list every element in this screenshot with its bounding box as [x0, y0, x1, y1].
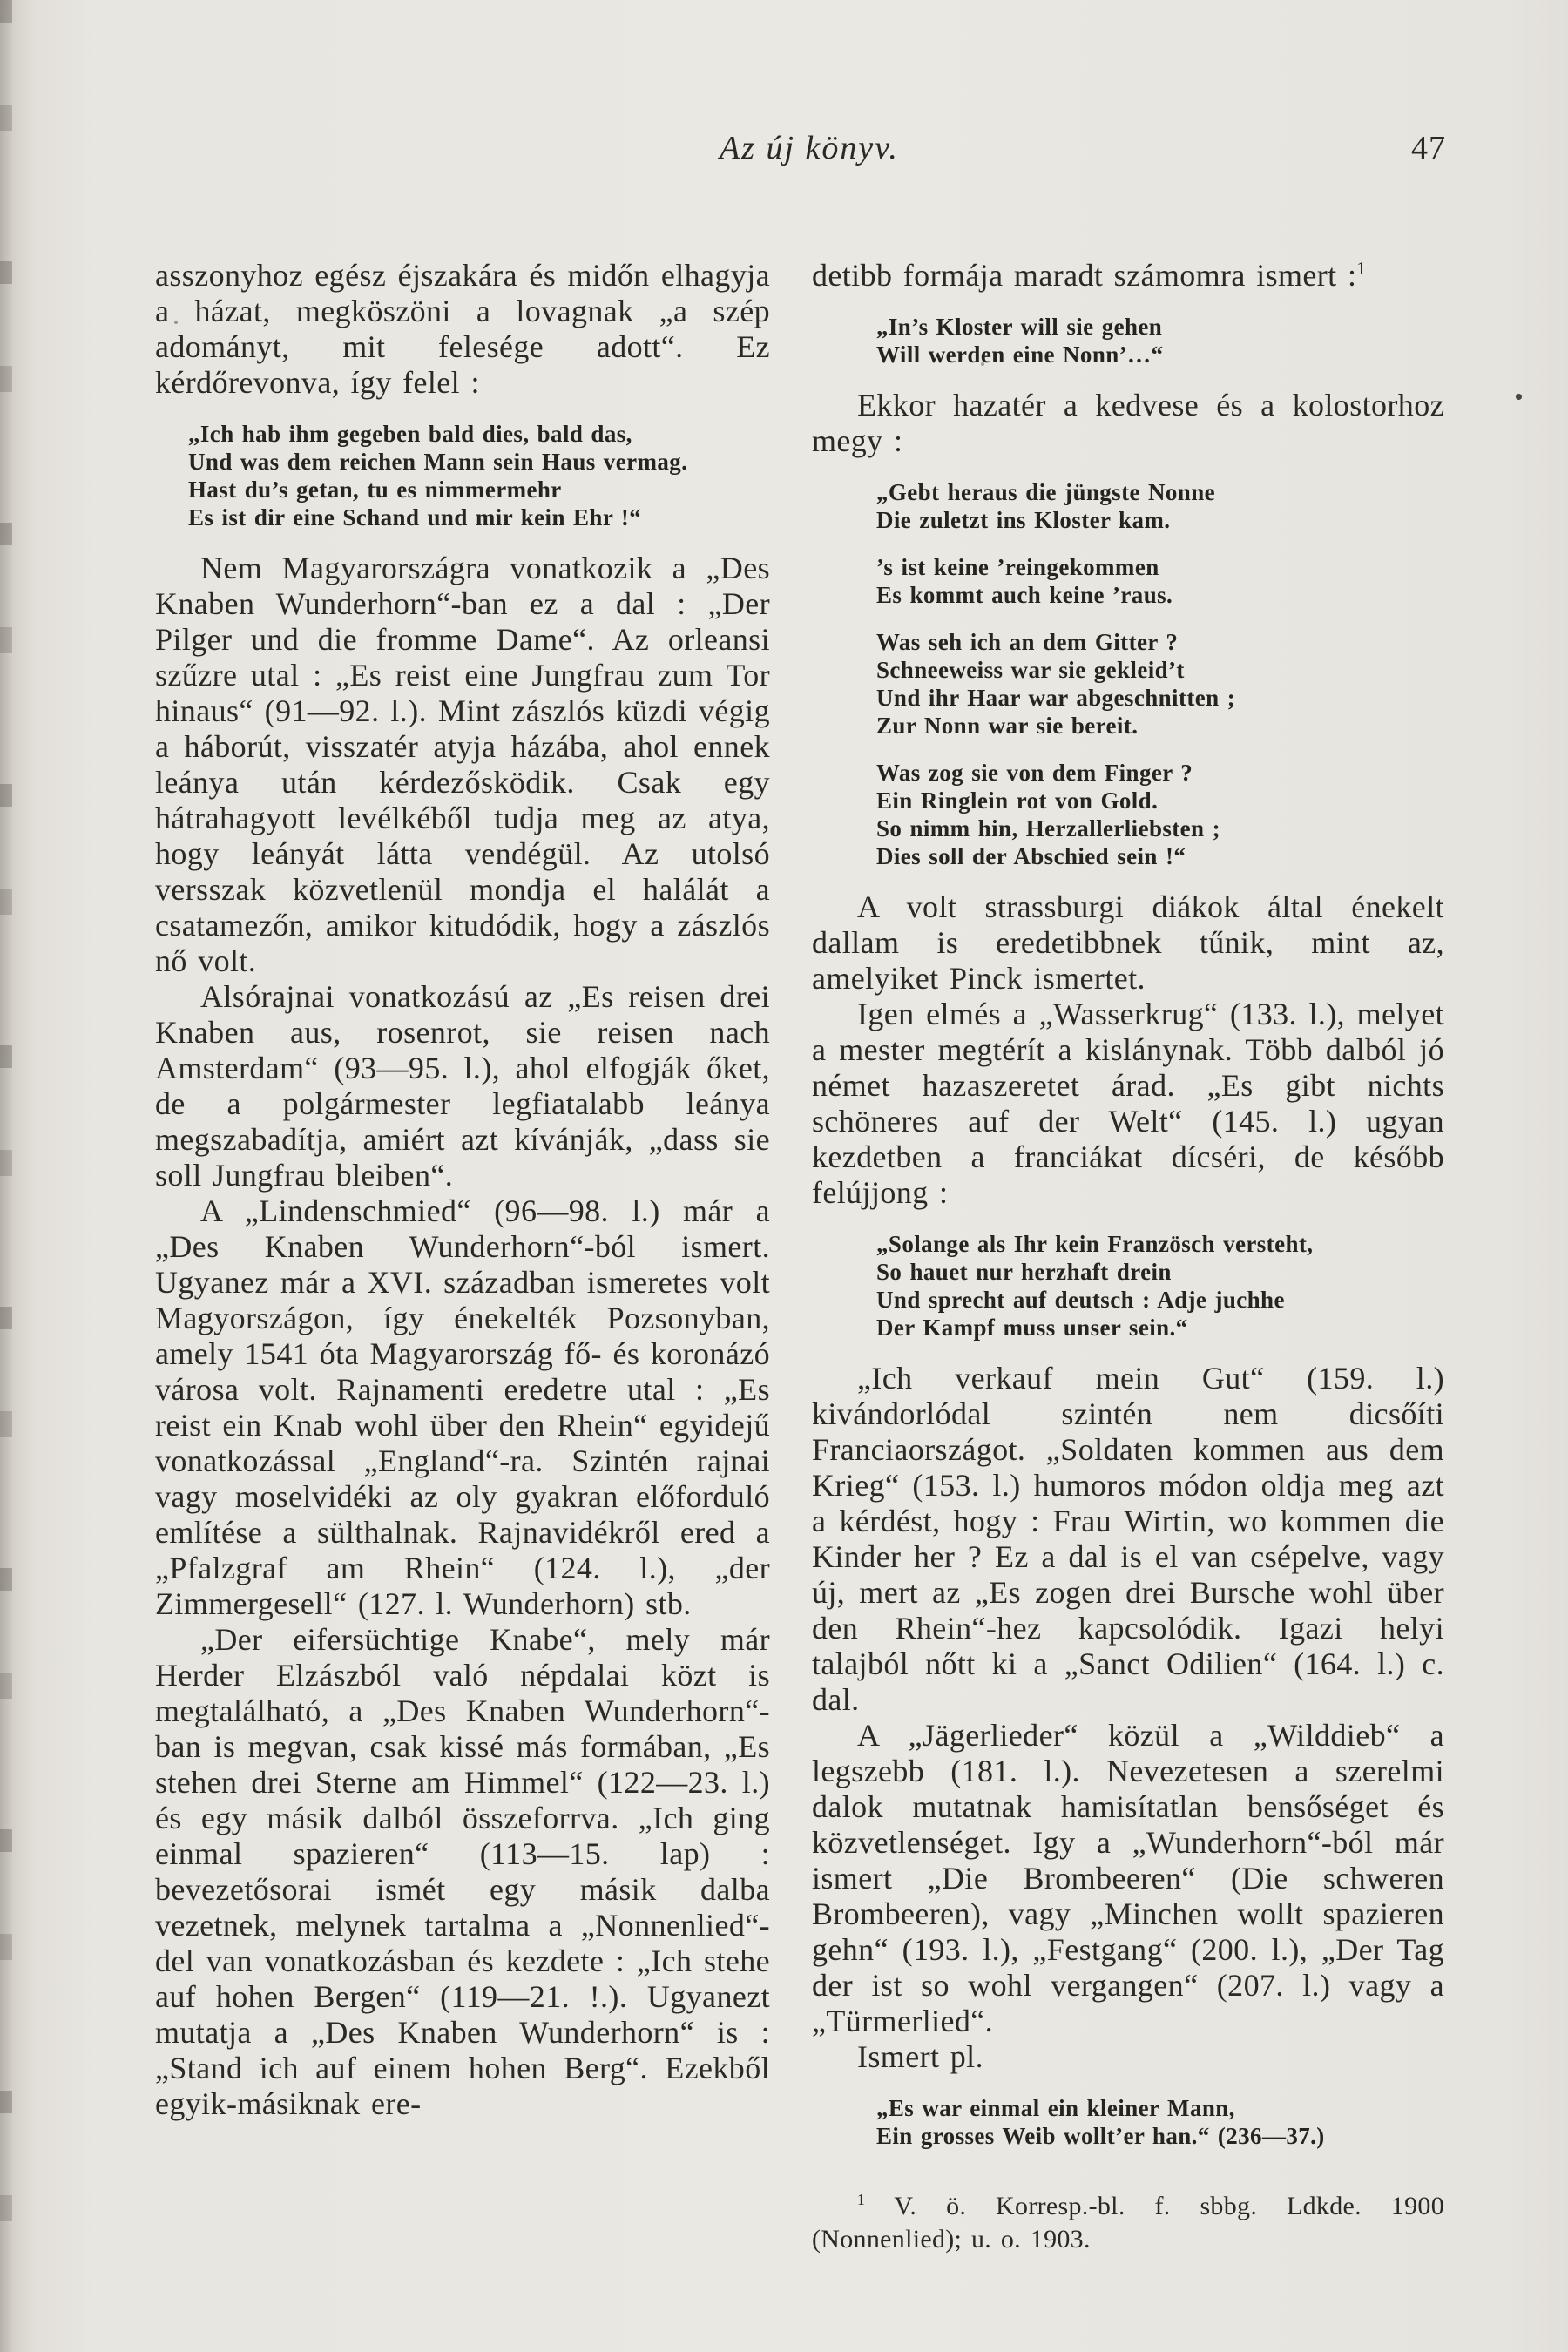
verse-line: Der Kampf muss unser sein.“	[876, 1315, 1188, 1341]
footnote: $^1$ V. ö. Korresp.-bl. f. sbbg. Ldkde. 1900 (Nonnenlied); u. o. 1903.	[812, 2191, 1444, 2254]
verse-line: Die zuletzt ins Kloster kam.	[876, 507, 1171, 533]
verse-line: Und ihr Haar war abgeschnitten ;	[876, 685, 1236, 711]
verse-line: Hast du’s getan, tu es nimmermehr	[188, 476, 562, 503]
verse-block	[876, 1230, 1444, 1342]
footnote-marker: 1	[857, 2191, 865, 2208]
paragraph: Ekkor hazatér a kedvese és a kolostorhoz megy :	[812, 388, 1444, 458]
page-header	[0, 129, 1568, 172]
verse-line: Es kommt auch keine ’raus.	[876, 582, 1173, 608]
verse-line: So hauet nur herzhaft drein	[876, 1259, 1172, 1285]
verse-line: ’s ist keine ’reingekommen	[876, 554, 1159, 580]
scan-edge-artifacts	[0, 0, 12, 2352]
verse-line: Ein Ringlein rot von Gold.	[876, 787, 1159, 814]
verse-line: „In’s Kloster will sie gehen	[876, 314, 1163, 340]
verse-line: Und sprecht auf deutsch : Adje juchhe	[876, 1287, 1285, 1313]
paragraph: Nem Magyarországra vonatkozik a „Des Knaben Wunderhorn“-ban ez a dal : „Der Pilger und die fromme Dame“. Az orleansi szűzre utal : „Es reist eine Jungfrau zum Tor hinaus“ (91—92. l.). Mint zászlós küzdi végig a háborút, visszatér atyja házába, ahol ennek leánya után kérdezősködik. Csak egy hátrahagyott levélkéből tudja meg az atya, hogy leányát látta vendégül. Az utolsó versszak közvetlenül mondja el halálát a csatamezőn, amikor kitudódik, hogy a zászlós nő volt.	[155, 551, 770, 978]
verse-line: „Ich hab ihm gegeben bald dies, bald das,	[188, 421, 632, 447]
verse-line: Zur Nonn war sie bereit.	[876, 713, 1139, 739]
running-title: Az új könyv.	[720, 130, 899, 166]
verse-line: Und was dem reichen Mann sein Haus vermag.	[188, 449, 688, 475]
verse-line: Will werden eine Nonn’…“	[876, 341, 1164, 368]
scan-speck	[1516, 394, 1522, 400]
verse-line: „Solange als Ihr kein Französch versteht,	[876, 1231, 1314, 1257]
paragraph: A „Jägerlieder“ közül a „Wilddieb“ a legszebb (181. l.). Nevezetesen a szerelmi dalok mutatnak hamisítatlan bensőséget és közvetlenséget. Igy a „Wunderhorn“-ból már ismert „Die Brombeeren“ (Die schweren Brombeeren), vagy „Minchen wollt spazieren gehn“ (193. l.), „Festgang“ (200. l.), „Der Tag der ist so wohl vergangen“ (207. l.) vagy a „Türmerlied“.	[812, 1718, 1444, 2038]
column-right	[812, 258, 1444, 2256]
verse-line: „Gebt heraus die jüngste Nonne	[876, 479, 1216, 505]
paragraph: Igen elmés a „Wasserkrug“ (133. l.), melyet a mester megtérít a kislánynak. Több dalból jó német hazaszeretet árad. „Es gibt nichts schöneres auf der Welt“ (145. l.) ugyan kezdetben a franciákat dícséri, de később felújjong :	[812, 997, 1444, 1210]
verse-line: Schneeweiss war sie gekleid’t	[876, 657, 1185, 683]
verse-line: „Es war einmal ein kleiner Mann,	[876, 2095, 1235, 2121]
paragraph: „Ich verkauf mein Gut“ (159. l.) kivándorlódal szintén nem dicsőíti Franciaországot. „Soldaten kommen aus dem Krieg“ (153. l.) humoros módon oldja meg azt a kérdést, hogy : Frau Wirtin, wo kommen die Kinder her ? Ez a dal is el van csépelve, vagy új, mert az „Es zogen drei Bursche wohl über den Rhein“-hez kapcsolódik. Igazi helyi talajból nőtt ki a „Sanct Odilien“ (164. l.) c. dal.	[812, 1361, 1444, 1717]
verse-block	[876, 2094, 1444, 2150]
verse-line: So nimm hin, Herzallerliebsten ;	[876, 815, 1221, 841]
paragraph: A „Lindenschmied“ (96—98. l.) már a „Des Knaben Wunderhorn“-ból ismert. Ugyanez már a XVI. században ismeretes volt Magyországon, így énekelték Pozsonyban, amely 1541 óta Magyarország fő- és koronázó városa volt. Rajnamenti eredetre utal : „Es reist ein Knab wohl über den Rhein“ egyidejű vonatkozással „England“-ra. Szintén rajnai vagy moselvidéki az oly gyakran előforduló említése a sülthalnak. Rajnavidékről ered a „Pfalzgraf am Rhein“ (124. l.), „der Zimmergesell“ (127. l. Wunderhorn) stb.	[155, 1193, 770, 1621]
verse-block	[876, 759, 1444, 870]
verse-line: Ein grosses Weib wollt’er han.“ (236—37.)	[876, 2123, 1325, 2149]
column-left	[155, 258, 770, 2122]
paragraph: detibb formája maradt számomra ismert :$^1$	[812, 258, 1367, 293]
page-number: 47	[1411, 130, 1446, 166]
paragraph: A volt strassburgi diákok által énekelt dallam is eredetibbnek tűnik, mint az, amelyiket Pinck ismertet.	[812, 889, 1444, 996]
verse-line: Was zog sie von dem Finger ?	[876, 760, 1193, 786]
verse-block	[876, 313, 1444, 368]
verse-block	[876, 628, 1444, 740]
verse-block	[876, 478, 1444, 534]
verse-block	[876, 553, 1444, 609]
verse-line: Es ist dir eine Schand und mir kein Ehr !“	[188, 504, 642, 531]
footnote-ref: 1	[1356, 258, 1367, 279]
verse-line: Dies soll der Abschied sein !“	[876, 843, 1186, 869]
verse-line: Was seh ich an dem Gitter ?	[876, 629, 1179, 655]
paragraph: Ismert pl.	[857, 2039, 983, 2074]
paragraph: „Der eifersüchtige Knabe“, mely már Herder Elzászból való népdalai közt is megtalálható, a „Des Knaben Wunderhorn“-ban is megvan, csak kissé más formában, „Es stehen drei Sterne am Himmel“ (122—23. l.) és egy másik dalból összeforrva. „Ich ging einmal spazieren“ (113—15. lap) : bevezetősorai ismét egy másik dalba vezetnek, melynek tartalma a „Nonnenlied“-del van vonatkozásban és kezdete : „Ich stehe auf hohen Bergen“ (119—21. !.). Ugyanezt mutatja a „Des Knaben Wunderhorn“ is : „Stand ich auf einem hohen Berg“. Ezekből egyik-másiknak ere-	[155, 1622, 770, 2121]
paragraph: asszonyhoz egész éjszakára és midőn elhagyja a házat, megköszöni a lovagnak „a szép adományt, mit felesége adott“. Ez kérdőrevonva, így felel :	[155, 258, 770, 400]
paragraph: Alsórajnai vonatkozású az „Es reisen drei Knaben aus, rosenrot, sie reisen nach Amsterdam“ (93—95. l.), ahol elfogják őket, de a polgármester legfiatalabb leánya megszabadítja, amiért azt kívánják, „dass sie soll Jungfrau bleiben“.	[155, 979, 770, 1193]
verse-block	[188, 420, 770, 531]
